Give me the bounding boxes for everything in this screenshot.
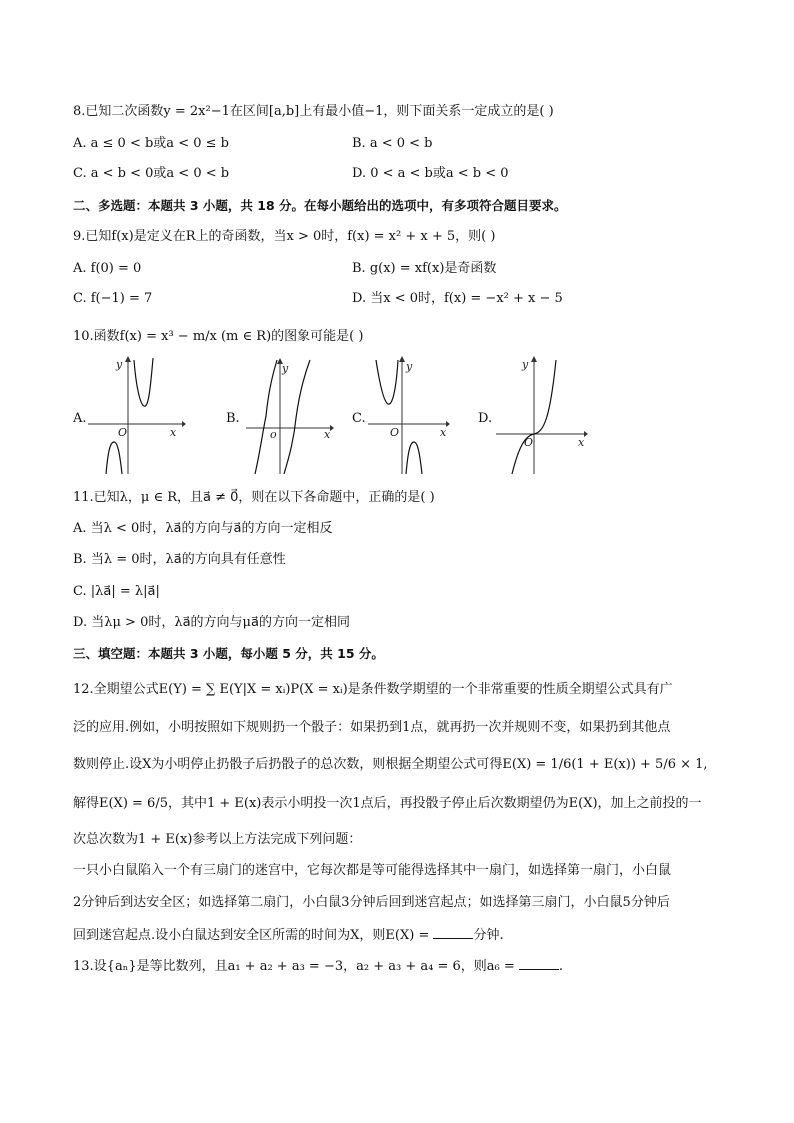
q10-graph-a-y-label: y — [116, 358, 123, 371]
q11-option-d: D. 当λμ > 0时，λa⃗的方向与μa⃗的方向一定相同 — [73, 615, 350, 630]
q12-line-1: 12.全期望公式E(Y) = ∑ E(Y|X = xᵢ)P(X = xᵢ)是条件数学期望的一个非常重要的性质全期望公式具有广 — [73, 682, 673, 697]
q11-stem: 11.已知λ，μ ∈ R，且a⃗ ≠ 0⃗，则在以下各命题中，正确的是( ) — [73, 490, 435, 505]
section-multiple-choice-heading: 二、多选题：本题共 3 小题，共 18 分。在每小题给出的选项中，有多项符合题目要求。 — [73, 198, 567, 213]
q10-graph-c-y-label: y — [406, 360, 413, 373]
q8-option-a: A. a ≤ 0 < b或a < 0 ≤ b — [73, 136, 229, 151]
q10-graph-d — [494, 356, 590, 476]
q8-option-c: C. a < b < 0或a < 0 < b — [73, 166, 230, 181]
q9-option-a: A. f(0) = 0 — [73, 261, 142, 276]
q12-line-6: 一只小白鼠陷入一个有三扇门的迷宫中，它每次都是等可能得选择其中一扇门，如选择第一扇门，小白鼠 — [73, 863, 672, 878]
q10-graph-c — [366, 356, 452, 476]
q10-graph-d-y-label: y — [522, 358, 529, 371]
q12-line-3: 数则停止.设X为小明停止扔骰子后扔骰子的总次数，则根据全期望公式可得E(X) = 1/6(1 + E(x)) + 5/6 × 1, — [73, 757, 708, 772]
q10-stem: 10.函数f(x) = x³ − m/x (m ∈ R)的图象可能是( ) — [73, 329, 364, 344]
q11-option-c: C. |λa⃗| = λ|a⃗| — [73, 584, 160, 599]
q10-graph-b — [244, 356, 336, 476]
q10-graph-d-origin-label: O — [524, 436, 534, 449]
q13-stem-text: 13.设{aₙ}是等比数列，且a₁ + a₂ + a₃ = −3，a₂ + a₃ + a₄ = 6，则a₆ = — [73, 959, 519, 974]
q12-line-7: 2分钟后到达安全区；如选择第二扇门，小白鼠3分钟后回到迷宫起点；如选择第三扇门，小白鼠5分钟后 — [73, 895, 670, 910]
q10-graph-a-x-label: x — [170, 426, 177, 439]
q10-graph-c-label: C. — [352, 411, 366, 426]
q12-line-8-text: 回到迷宫起点.设小白鼠达到安全区所需的时间为X，则E(X) = — [73, 928, 434, 943]
q10-graph-d-x-label: x — [578, 436, 585, 449]
q12-line-2: 泛的应用.例如，小明按照如下规则扔一个骰子：如果扔到1点，就再扔一次并规则不变，如果扔到其他点 — [73, 720, 671, 735]
q13-answer-blank[interactable] — [519, 957, 559, 970]
q10-graph-b-origin-label: o — [270, 428, 277, 441]
q13-stem — [73, 957, 563, 975]
q8-option-b: B. a < 0 < b — [352, 136, 433, 151]
q8-stem: 8.已知二次函数y = 2x²−1在区间[a,b]上有最小值−1，则下面关系一定成立的是( ) — [73, 104, 554, 119]
q9-option-d: D. 当x < 0时，f(x) = −x² + x − 5 — [352, 291, 563, 306]
q12-answer-blank[interactable] — [433, 926, 473, 939]
q12-line-5: 次总次数为1 + E(x)参考以上方法完成下列问题： — [73, 832, 362, 847]
q8-option-d: D. 0 < a < b或a < b < 0 — [352, 166, 509, 181]
q12-line-4: 解得E(X) = 6/5，其中1 + E(x)表示小明投一次1点后，再投骰子停止后次数期望仍为E(X)，加上之前投的一 — [73, 796, 702, 811]
q12-line-8-unit: 分钟. — [473, 928, 504, 943]
q9-option-b: B. g(x) = xf(x)是奇函数 — [352, 261, 497, 276]
q10-graph-b-x-label: x — [324, 428, 331, 441]
q9-stem: 9.已知f(x)是定义在R上的奇函数，当x > 0时，f(x) = x² + x + 5，则( ) — [73, 229, 496, 244]
q10-graph-b-y-label: y — [282, 362, 289, 375]
q10-graph-a-origin-label: O — [118, 426, 128, 439]
q10-graph-c-origin-label: O — [390, 426, 400, 439]
q11-option-a: A. 当λ < 0时，λa⃗的方向与a⃗的方向一定相反 — [73, 521, 333, 536]
q10-graph-a-label: A. — [73, 411, 87, 426]
q9-option-c: C. f(−1) = 7 — [73, 291, 153, 306]
q10-graph-a — [86, 356, 186, 476]
q10-graph-d-label: D. — [478, 411, 493, 426]
q12-line-8 — [73, 926, 504, 944]
section-fill-in-heading: 三、填空题：本题共 3 小题，每小题 5 分，共 15 分。 — [73, 646, 384, 661]
q10-graph-b-label: B. — [226, 411, 240, 426]
q13-stem-end: . — [558, 959, 564, 974]
q11-option-b: B. 当λ = 0时，λa⃗的方向具有任意性 — [73, 552, 286, 567]
q10-graph-c-x-label: x — [440, 426, 447, 439]
